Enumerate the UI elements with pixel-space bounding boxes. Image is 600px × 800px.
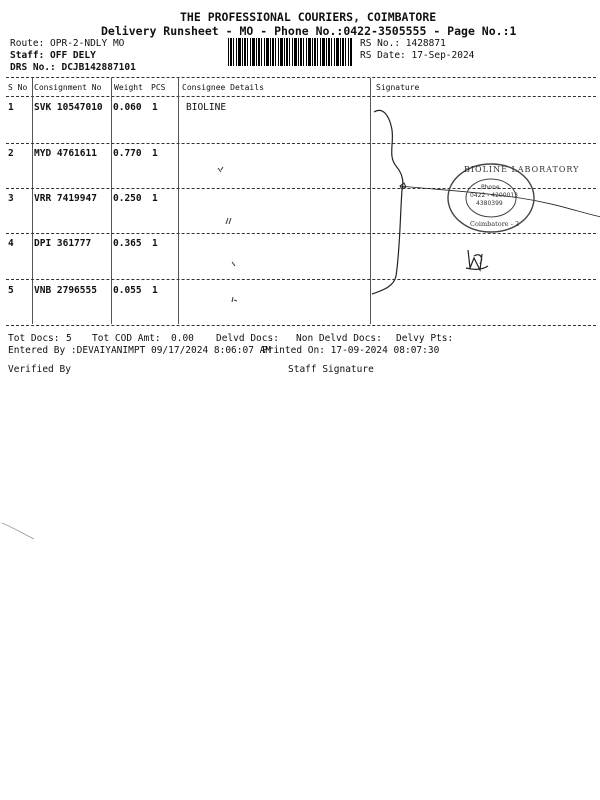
row-pcs: 1	[152, 102, 158, 113]
row-consignment: VRR 7419947	[34, 193, 97, 204]
scan-mark	[0, 515, 40, 545]
stamp-phone-label: Phone	[481, 184, 500, 191]
stamp-phone-2: 4380399	[476, 200, 503, 207]
delvy-pts: Delvy Pts:	[396, 333, 454, 344]
row-pcs: 1	[152, 285, 158, 296]
route-label: Route: OPR-2-NDLY MO	[10, 38, 125, 49]
barcode	[228, 38, 352, 66]
rs-date: RS Date: 17-Sep-2024	[360, 50, 475, 61]
col-signature: Signature	[376, 83, 420, 92]
column-line	[178, 78, 179, 324]
col-consignment: Consignment No	[34, 83, 102, 92]
entered-by: Entered By :DEVAIYANIMPT 09/17/2024 8:06:07 AM	[8, 345, 272, 356]
staff-label: Staff: OFF DELY	[10, 50, 96, 61]
row-consignment: VNB 2796555	[34, 285, 97, 296]
row-consignee: BIOLINE	[186, 102, 227, 113]
stamp-name: BIOLINE LABORATORY	[464, 165, 580, 174]
row-weight: 0.365	[113, 238, 142, 249]
row-pcs: 1	[152, 148, 158, 159]
row-weight: 0.055	[113, 285, 142, 296]
verified-by: Verified By	[8, 364, 71, 375]
tot-docs-value: 5	[66, 333, 72, 344]
row-consignment: DPI 361777	[34, 238, 92, 249]
column-line	[111, 78, 112, 324]
column-line	[32, 78, 33, 324]
divider	[6, 325, 596, 326]
row-sno: 3	[8, 193, 14, 204]
col-weight: Weight	[114, 83, 143, 92]
divider	[6, 77, 596, 78]
row-pcs: 1	[152, 193, 158, 204]
printed-on: Printed On: 17-09-2024 08:07:30	[262, 345, 440, 356]
drs-number: DRS No.: DCJB142887101	[10, 62, 136, 73]
row-weight: 0.250	[113, 193, 142, 204]
stamp-city: Coimbatore - 2	[470, 220, 520, 228]
row-sno: 1	[8, 102, 14, 113]
row-sno: 5	[8, 285, 14, 296]
non-delvd-docs: Non Delvd Docs:	[296, 333, 382, 344]
cod-value: 0.00	[171, 333, 194, 344]
company-name: THE PROFESSIONAL COURIERS, COIMBATORE	[180, 10, 437, 24]
col-sno: S No	[8, 83, 28, 92]
runsheet-title: Delivery Runsheet - MO - Phone No.:0422-3505555 - Page No.:1	[101, 24, 517, 38]
row-weight: 0.060	[113, 102, 142, 113]
delvd-docs: Delvd Docs:	[216, 333, 279, 344]
company-stamp	[446, 162, 580, 234]
col-pcs: PCS	[151, 83, 166, 92]
stamp-phone-1: 0422 - 4200013	[470, 192, 518, 199]
handwritten-marks	[215, 160, 255, 310]
divider	[6, 96, 596, 97]
row-pcs: 1	[152, 238, 158, 249]
row-consignment: MYD 4761611	[34, 148, 97, 159]
row-consignment: SVK 10547010	[34, 102, 103, 113]
rs-number: RS No.: 1428871	[360, 38, 446, 49]
row-sno: 4	[8, 238, 14, 249]
col-consignee: Consignee Details	[182, 83, 264, 92]
staff-signature: Staff Signature	[288, 364, 374, 375]
tot-docs-label: Tot Docs:	[8, 333, 60, 344]
row-sno: 2	[8, 148, 14, 159]
cod-label: Tot COD Amt:	[92, 333, 161, 344]
row-weight: 0.770	[113, 148, 142, 159]
